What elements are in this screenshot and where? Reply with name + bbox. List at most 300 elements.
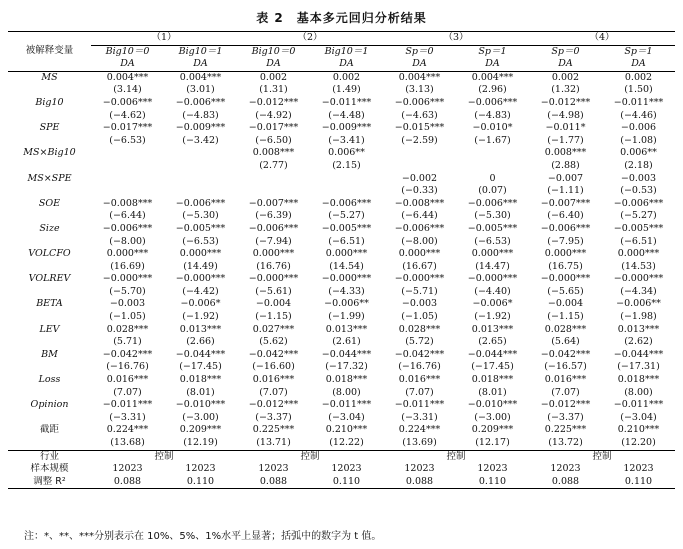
- t-stat-cell: (13.69): [402, 437, 437, 448]
- coef-cell: −0.012***: [540, 399, 591, 411]
- t-stat-cell: (−17.31): [617, 361, 660, 373]
- t-stat-cell: (−1.77): [547, 134, 584, 146]
- t-stat-cell: (−8.00): [109, 235, 146, 247]
- coef-cell: 0.224***: [398, 424, 441, 436]
- header-row-groups: [8, 32, 675, 46]
- t-stat-cell: (−0.33): [401, 185, 438, 197]
- coef-cell: 0.013***: [179, 323, 222, 335]
- variable-label-spacer: [8, 135, 91, 148]
- sample-cell: 12023: [258, 463, 289, 475]
- coef-cell: −0.017***: [248, 122, 299, 134]
- coef-cell: 0.000***: [179, 248, 222, 260]
- r2-cell: 0.110: [164, 476, 237, 489]
- group-header: （2）: [237, 32, 383, 46]
- coef-cell: 0.016***: [252, 374, 295, 386]
- coef-row: [8, 248, 675, 261]
- t-stat-cell: (8.01): [186, 386, 215, 398]
- t-stat-cell: (2.65): [478, 336, 507, 348]
- dv-header: DA: [456, 58, 529, 71]
- r2-cell: 0.088: [529, 476, 602, 489]
- coef-row: [8, 324, 675, 337]
- coef-cell: −0.007: [547, 172, 584, 184]
- t-stat-cell: (−3.00): [474, 411, 511, 423]
- t-stat-cell: (2.88): [551, 159, 580, 171]
- coef-cell: 0.000***: [106, 248, 149, 260]
- coef-cell: −0.010***: [175, 399, 226, 411]
- t-stat-cell: (7.07): [405, 386, 434, 398]
- coef-cell: −0.012***: [248, 399, 299, 411]
- coef-cell: 0.006**: [328, 147, 365, 159]
- t-stat-cell: (2.77): [259, 159, 288, 171]
- t-stat-cell: (−3.04): [328, 411, 365, 423]
- coef-cell: −0.006***: [102, 222, 153, 234]
- subgroup-header: Big10＝0: [251, 45, 296, 57]
- t-stat-cell: (−3.31): [109, 411, 146, 423]
- t-stat-cell: (14.53): [621, 260, 656, 272]
- t-stat-cell: (−1.99): [328, 311, 365, 323]
- coef-row: [8, 97, 675, 110]
- t-row: [8, 361, 675, 374]
- coef-cell: −0.000***: [102, 273, 153, 285]
- t-stat-cell: (−4.83): [474, 109, 511, 121]
- t-stat-cell: (8.01): [478, 386, 507, 398]
- t-stat-cell: (14.49): [183, 260, 218, 272]
- t-stat-cell: (−1.15): [547, 311, 584, 323]
- coef-cell: −0.044***: [321, 348, 372, 360]
- t-stat-cell: (−5.65): [547, 285, 584, 297]
- coef-cell: −0.044***: [175, 348, 226, 360]
- coef-cell: −0.006***: [175, 197, 226, 209]
- t-stat-cell: (8.00): [624, 386, 653, 398]
- coef-cell: −0.000***: [394, 273, 445, 285]
- coef-cell: −0.005***: [467, 222, 518, 234]
- t-stat-cell: (−16.76): [106, 361, 149, 373]
- t-stat-cell: (−1.08): [620, 134, 657, 146]
- coef-cell: −0.006*: [472, 298, 513, 310]
- t-stat-cell: (2.62): [624, 336, 653, 348]
- t-stat-cell: (16.76): [256, 260, 291, 272]
- t-stat-cell: (5.71): [113, 336, 142, 348]
- coef-cell: 0.209***: [471, 424, 514, 436]
- coef-cell: [91, 147, 164, 160]
- coef-cell: 0.004***: [179, 71, 222, 83]
- coef-cell: −0.003: [109, 298, 146, 310]
- variable-label: VOLCFO: [28, 248, 71, 260]
- coef-cell: 0.000***: [544, 248, 587, 260]
- coef-cell: −0.011***: [321, 399, 372, 411]
- coef-cell: −0.005***: [175, 222, 226, 234]
- coef-cell: [237, 173, 310, 186]
- t-row: [8, 286, 675, 299]
- t-stat-cell: (1.32): [551, 84, 580, 96]
- coef-cell: −0.010*: [472, 122, 513, 134]
- t-stat-cell: (−16.60): [252, 361, 295, 373]
- coef-cell: 0.000***: [471, 248, 514, 260]
- coef-cell: 0.225***: [252, 424, 295, 436]
- group-header: （4）: [529, 32, 675, 46]
- coef-row: [8, 298, 675, 311]
- coef-cell: 0.016***: [544, 374, 587, 386]
- coef-cell: −0.003: [620, 172, 657, 184]
- coef-cell: 0.016***: [398, 374, 441, 386]
- t-stat-cell: (−6.51): [620, 235, 657, 247]
- t-row: [8, 84, 675, 97]
- coef-cell: 0.016***: [106, 374, 149, 386]
- coef-cell: −0.011***: [394, 399, 445, 411]
- t-stat-cell: (16.67): [402, 260, 437, 272]
- sample-cell: 12023: [112, 463, 143, 475]
- t-stat-cell: (−5.71): [401, 285, 438, 297]
- t-stat-cell: [237, 185, 310, 198]
- variable-label: SPE: [39, 122, 60, 134]
- coef-cell: −0.008***: [394, 197, 445, 209]
- coef-cell: [383, 147, 456, 160]
- coef-cell: −0.011***: [613, 96, 664, 108]
- t-stat-cell: (0.07): [478, 185, 507, 197]
- t-stat-cell: (5.62): [259, 336, 288, 348]
- coef-cell: [91, 173, 164, 186]
- header-row-subgroups: [8, 45, 675, 58]
- variable-label-spacer: [8, 236, 91, 249]
- coef-cell: −0.004: [255, 298, 292, 310]
- coef-cell: −0.006***: [540, 222, 591, 234]
- variable-label: VOLREV: [28, 273, 71, 285]
- variable-label: Opinion: [30, 399, 69, 411]
- t-stat-cell: (−3.04): [620, 411, 657, 423]
- t-stat-cell: (2.66): [186, 336, 215, 348]
- coef-cell: 0.006**: [620, 147, 657, 159]
- t-stat-cell: (−4.63): [401, 109, 438, 121]
- coef-cell: −0.000***: [613, 273, 664, 285]
- t-row: [8, 110, 675, 123]
- regression-table-body: [8, 32, 675, 489]
- coef-cell: −0.011*: [545, 122, 586, 134]
- t-stat-cell: (−4.62): [109, 109, 146, 121]
- coef-cell: 0.028***: [544, 323, 587, 335]
- coef-cell: 0.000***: [617, 248, 660, 260]
- t-stat-cell: (−0.53): [620, 185, 657, 197]
- variable-label: SOE: [38, 197, 61, 209]
- coef-row: [8, 173, 675, 186]
- coef-cell: 0.008***: [544, 147, 587, 159]
- coef-cell: 0.209***: [179, 424, 222, 436]
- t-stat-cell: (−4.40): [474, 285, 511, 297]
- coef-cell: 0.013***: [471, 323, 514, 335]
- variable-label-spacer: [8, 336, 91, 349]
- coef-cell: −0.000***: [467, 273, 518, 285]
- t-stat-cell: (13.71): [256, 437, 291, 448]
- variable-label-spacer: [8, 412, 91, 425]
- t-stat-cell: (−3.31): [401, 411, 438, 423]
- t-stat-cell: (−6.50): [255, 134, 292, 146]
- coef-cell: −0.006*: [180, 298, 221, 310]
- t-row: [8, 311, 675, 324]
- coef-cell: [164, 147, 237, 160]
- sample-cell: 12023: [331, 463, 362, 475]
- coef-cell: [310, 173, 383, 186]
- t-stat-cell: (3.13): [405, 84, 434, 96]
- t-stat-cell: (−2.59): [401, 134, 438, 146]
- group-header: （3）: [383, 32, 529, 46]
- t-stat-cell: [456, 160, 529, 173]
- industry-control-cell: 控制: [91, 450, 237, 463]
- t-row: [8, 261, 675, 274]
- coef-cell: −0.012***: [540, 96, 591, 108]
- coef-cell: −0.006***: [102, 96, 153, 108]
- sample-cell: 12023: [623, 463, 654, 475]
- industry-control-cell: 控制: [383, 450, 529, 463]
- coef-cell: 0.013***: [325, 323, 368, 335]
- coef-cell: −0.006***: [394, 96, 445, 108]
- coef-cell: −0.006***: [321, 197, 372, 209]
- t-stat-cell: (−1.05): [109, 311, 146, 323]
- coef-cell: −0.011***: [321, 96, 372, 108]
- t-stat-cell: (−7.95): [547, 235, 584, 247]
- coef-cell: −0.004: [547, 298, 584, 310]
- t-row: [8, 336, 675, 349]
- subgroup-header: Sp＝0: [551, 45, 580, 57]
- coef-row: [8, 273, 675, 286]
- coef-cell: 0.028***: [398, 323, 441, 335]
- t-stat-cell: (1.50): [624, 84, 653, 96]
- t-stat-cell: (12.20): [621, 437, 656, 448]
- group-header: （1）: [91, 32, 237, 46]
- t-row: [8, 387, 675, 400]
- t-row: [8, 210, 675, 223]
- sample-cell: 12023: [550, 463, 581, 475]
- coef-cell: [164, 173, 237, 186]
- t-stat-cell: (12.22): [329, 437, 364, 448]
- dv-header: DA: [529, 58, 602, 71]
- coef-cell: 0.000***: [398, 248, 441, 260]
- t-stat-cell: (−17.45): [471, 361, 514, 373]
- t-stat-cell: (−6.44): [109, 210, 146, 222]
- coef-row: [8, 223, 675, 236]
- r2-cell: 0.110: [602, 476, 675, 489]
- variable-label: 截距: [39, 424, 59, 436]
- t-stat-cell: (2.18): [624, 159, 653, 171]
- t-stat-cell: (−1.92): [474, 311, 511, 323]
- t-stat-cell: (7.07): [551, 386, 580, 398]
- variable-label-spacer: [8, 210, 91, 223]
- coef-cell: −0.006: [620, 122, 657, 134]
- coef-cell: −0.006***: [613, 197, 664, 209]
- t-stat-cell: (−1.67): [474, 134, 511, 146]
- t-stat-cell: (−4.98): [547, 109, 584, 121]
- t-stat-cell: (−1.05): [401, 311, 438, 323]
- coef-cell: −0.002: [401, 172, 438, 184]
- t-stat-cell: (−5.27): [620, 210, 657, 222]
- coef-row: [8, 399, 675, 412]
- coef-cell: −0.044***: [613, 348, 664, 360]
- t-stat-cell: (−17.32): [325, 361, 368, 373]
- t-stat-cell: (−6.51): [328, 235, 365, 247]
- coef-row: [8, 424, 675, 437]
- coef-cell: −0.003: [401, 298, 438, 310]
- coef-cell: −0.006**: [616, 298, 661, 310]
- variable-label: LEV: [39, 323, 60, 335]
- coef-cell: −0.006**: [324, 298, 369, 310]
- variable-label-spacer: [8, 185, 91, 198]
- t-stat-cell: (5.64): [551, 336, 580, 348]
- t-stat-cell: (3.01): [186, 84, 215, 96]
- coef-cell: −0.044***: [467, 348, 518, 360]
- t-stat-cell: (12.17): [475, 437, 510, 448]
- variable-label-spacer: [8, 84, 91, 97]
- t-stat-cell: [383, 160, 456, 173]
- t-stat-cell: (−5.30): [182, 210, 219, 222]
- coef-cell: 0.004***: [106, 71, 149, 83]
- variable-label: Big10: [35, 96, 64, 108]
- coef-cell: 0.224***: [106, 424, 149, 436]
- coef-cell: 0.027***: [252, 323, 295, 335]
- coef-cell: 0.018***: [471, 374, 514, 386]
- t-stat-cell: [164, 160, 237, 173]
- t-stat-cell: (−3.37): [547, 411, 584, 423]
- coef-cell: −0.006***: [467, 197, 518, 209]
- r2-cell: 0.088: [383, 476, 456, 489]
- coef-cell: −0.017***: [102, 122, 153, 134]
- coef-cell: 0.002: [624, 71, 653, 83]
- variable-label: MS: [41, 71, 58, 83]
- dv-header: DA: [602, 58, 675, 71]
- regression-table: [8, 31, 675, 489]
- coef-row: [8, 122, 675, 135]
- t-stat-cell: (3.14): [113, 84, 142, 96]
- coef-cell: −0.009***: [321, 122, 372, 134]
- sample-label: 样本规模: [30, 463, 69, 475]
- coef-cell: −0.000***: [321, 273, 372, 285]
- t-stat-cell: (−1.98): [620, 311, 657, 323]
- coef-row: [8, 198, 675, 211]
- t-row: [8, 412, 675, 425]
- r2-cell: 0.088: [91, 476, 164, 489]
- t-row: [8, 160, 675, 173]
- sample-row: [8, 463, 675, 476]
- r2-label: 调整 R²: [8, 476, 91, 489]
- dv-header: DA: [383, 58, 456, 71]
- subgroup-header: Big10＝1: [324, 45, 369, 57]
- t-stat-cell: (−5.61): [255, 285, 292, 297]
- variable-label-spacer: [8, 387, 91, 400]
- coef-row: [8, 349, 675, 362]
- r2-cell: 0.110: [456, 476, 529, 489]
- t-stat-cell: (−6.53): [182, 235, 219, 247]
- coef-cell: −0.007***: [248, 197, 299, 209]
- t-stat-cell: (2.96): [478, 84, 507, 96]
- t-row: [8, 185, 675, 198]
- coef-cell: 0.210***: [325, 424, 368, 436]
- industry-control-cell: 控制: [529, 450, 675, 463]
- t-row: [8, 135, 675, 148]
- t-stat-cell: (−6.39): [255, 210, 292, 222]
- coef-cell: −0.042***: [540, 348, 591, 360]
- coef-cell: −0.015***: [394, 122, 445, 134]
- coef-cell: 0.018***: [325, 374, 368, 386]
- coef-cell: 0.018***: [179, 374, 222, 386]
- subgroup-header: Sp＝1: [624, 45, 653, 57]
- coef-cell: 0.210***: [617, 424, 660, 436]
- coef-cell: 0.004***: [398, 71, 441, 83]
- r2-cell: 0.088: [237, 476, 310, 489]
- subgroup-header: Sp＝1: [478, 45, 507, 57]
- coef-cell: −0.005***: [613, 222, 664, 234]
- t-stat-cell: (−4.46): [620, 109, 657, 121]
- t-stat-cell: (−4.34): [620, 285, 657, 297]
- variable-label: BETA: [36, 298, 63, 310]
- t-stat-cell: (−3.37): [255, 411, 292, 423]
- table-title: 表 2 基本多元回归分析结果: [256, 11, 427, 25]
- coef-cell: −0.000***: [540, 273, 591, 285]
- t-stat-cell: (16.75): [548, 260, 583, 272]
- t-stat-cell: (−6.53): [109, 134, 146, 146]
- t-stat-cell: (7.07): [113, 386, 142, 398]
- t-stat-cell: (−4.92): [255, 109, 292, 121]
- industry-control-cell: 控制: [237, 450, 383, 463]
- t-stat-cell: (14.47): [475, 260, 510, 272]
- t-stat-cell: (−1.15): [255, 311, 292, 323]
- industry-row: [8, 450, 675, 463]
- coef-cell: 0.002: [259, 71, 288, 83]
- variable-label-spacer: [8, 110, 91, 123]
- dv-header: DA: [164, 58, 237, 71]
- table-note: 注：*、**、***分别表示在 10%、5%、1%水平上显著；括弧中的数字为 t 值。: [24, 531, 382, 542]
- coef-cell: 0.002: [551, 71, 580, 83]
- variable-label-spacer: [8, 286, 91, 299]
- t-stat-cell: (2.15): [332, 159, 361, 171]
- r2-row: [8, 476, 675, 489]
- t-stat-cell: (−4.42): [182, 285, 219, 297]
- sample-cell: 12023: [404, 463, 435, 475]
- variable-label: MS×SPE: [27, 172, 72, 184]
- coef-cell: −0.006***: [248, 222, 299, 234]
- coef-cell: −0.012***: [248, 96, 299, 108]
- dep-var-label: 被解释变量: [8, 32, 91, 72]
- coef-cell: −0.042***: [394, 348, 445, 360]
- variable-label: Loss: [38, 374, 61, 386]
- t-stat-cell: (13.72): [548, 437, 583, 448]
- coef-row: [8, 374, 675, 387]
- variable-label-spacer: [8, 160, 91, 173]
- coef-cell: [456, 147, 529, 160]
- t-stat-cell: (2.61): [332, 336, 361, 348]
- coef-cell: 0: [489, 172, 496, 184]
- t-stat-cell: (−4.33): [328, 285, 365, 297]
- t-stat-cell: (1.31): [259, 84, 288, 96]
- subgroup-header: Big10＝0: [105, 45, 150, 57]
- industry-label: 行业: [8, 450, 91, 463]
- coef-cell: −0.009***: [175, 122, 226, 134]
- t-stat-cell: (−5.30): [474, 210, 511, 222]
- coef-cell: −0.006***: [394, 222, 445, 234]
- dv-header: DA: [237, 58, 310, 71]
- t-stat-cell: (−16.76): [398, 361, 441, 373]
- subgroup-header: Sp＝0: [405, 45, 434, 57]
- coef-cell: −0.007***: [540, 197, 591, 209]
- t-stat-cell: (14.54): [329, 260, 364, 272]
- coef-cell: −0.005***: [321, 222, 372, 234]
- sample-cell: 12023: [185, 463, 216, 475]
- coef-row: [8, 147, 675, 160]
- variable-label: Size: [39, 222, 60, 234]
- coef-cell: −0.006***: [467, 96, 518, 108]
- t-stat-cell: [91, 185, 164, 198]
- header-row-dv: [8, 58, 675, 71]
- t-stat-cell: [91, 160, 164, 173]
- t-stat-cell: (7.07): [259, 386, 288, 398]
- subgroup-header: Big10＝1: [178, 45, 223, 57]
- t-stat-cell: (−5.70): [109, 285, 146, 297]
